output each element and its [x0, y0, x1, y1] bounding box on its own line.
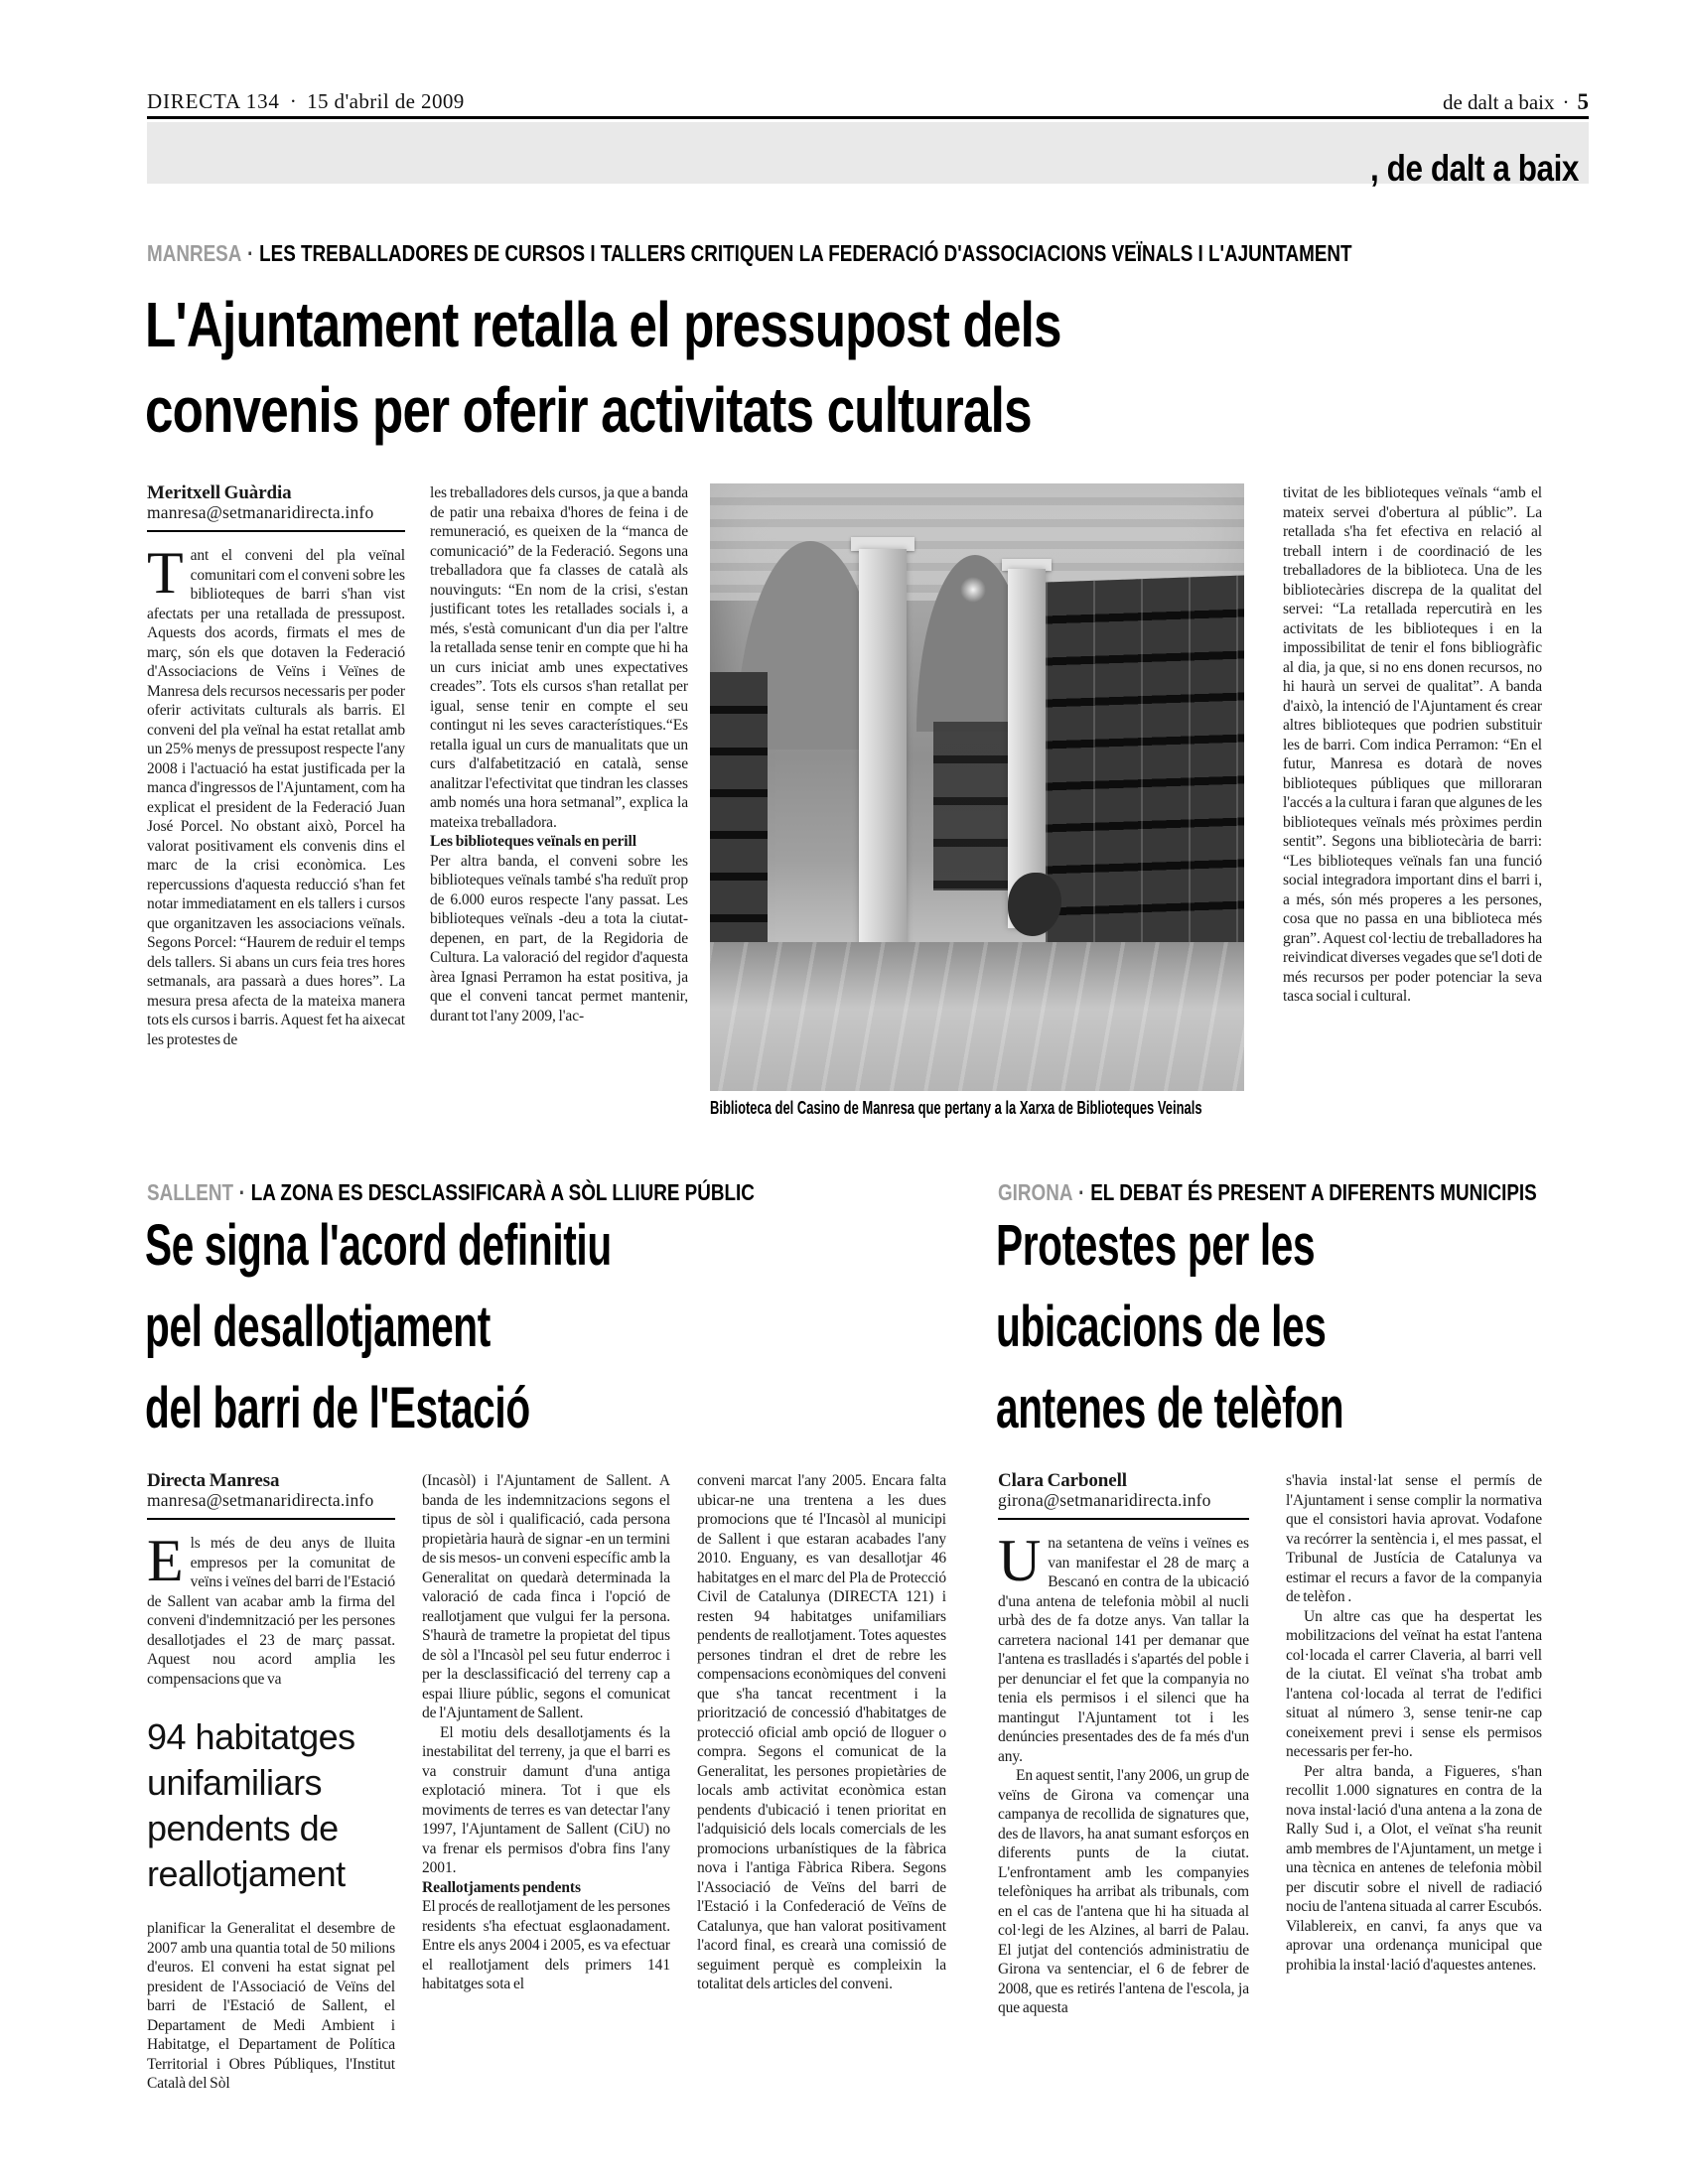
girona-byline-rule — [998, 1518, 1249, 1520]
sallent-kicker — [147, 1179, 755, 1206]
sallent-column-3 — [697, 1471, 946, 2126]
photo-lamp — [960, 577, 986, 603]
main-kicker-text: LES TREBALLADORES DE CURSOS I TALLERS CRITIQUEN LA FEDERACIÓ D'ASSOCIACIONS VEÏNALS I L'AJUNTAMENT — [259, 240, 1352, 266]
header-rule — [147, 116, 1589, 119]
sallent-kicker-separator: · — [238, 1179, 246, 1205]
girona-col1-paragraph-1 — [998, 1528, 1249, 1766]
sallent-dropcap: E — [147, 1528, 184, 1593]
girona-col1-paragraph-2: En aquest sentit, l'any 2006, un grup de veïns de Girona va començar una campanya de recollida de signatures que, des de llavors, ha anat sumant esforços en diferents punts de la ciutat. L'enfrontament amb les companyies telefòniques ha arribat als tribunals, com en el cas de l'antena que hi ha situada al col·legi de les Alzines, al barri de Palau. El jutjat del contenciós administratiu de Girona va sentenciar, el 6 de febrer de 2008, que es retirés l'antena de l'escola, ja que aquesta — [998, 1767, 1249, 2016]
sallent-headline-line3: del barri de l'Estació — [145, 1376, 530, 1440]
main-kicker-separator: · — [247, 240, 254, 266]
girona-column-2 — [1286, 1471, 1542, 2126]
section-banner: , de dalt a baix — [1370, 148, 1579, 189]
sallent-column-2 — [422, 1471, 670, 2126]
photo-column-left — [859, 549, 907, 978]
photo-caption: Biblioteca del Casino de Manresa que pertany a la Xarxa de Biblioteques Veinals — [710, 1098, 1202, 1118]
main-column-2 — [430, 483, 688, 1155]
girona-headline-line2: ubicacions de les — [996, 1295, 1327, 1359]
sallent-col1-paragraph-2: planificar la Generalitat el desembre de 2007 amb una quantia total de 50 milions d'euros. El conveni ha estat signat pel president de l'Associació de Veïns del barri de l'Estació de Sallent, el Departament de Medi Ambient i Habitatge, el Departament de Política Territorial i Obres Públiques, l'Institut Català del Sòl — [147, 1920, 395, 2092]
sallent-col2-paragraph-3: El procés de reallotjament de les persones residents s'ha efectuat esglaonadament. Entre els anys 2004 i 2005, es va efectuar el reallotjament dels primers 141 habitatges sota el — [422, 1898, 670, 1992]
main-byline-email: manresa@setmanaridirecta.info — [147, 501, 374, 522]
sallent-kicker-location: SALLENT — [147, 1179, 233, 1205]
sallent-column-1 — [147, 1471, 395, 2126]
girona-byline-email: girona@setmanaridirecta.info — [998, 1489, 1211, 1510]
main-byline-rule — [147, 530, 405, 532]
main-col2-paragraph-1: les treballadores dels cursos, ja que a banda de patir una rebaixa d'hores de feina i de remuneració, es queixen de la “manca de comunicació” de la Federació. Segons una treballadora que fa classes de català als nouvinguts: “En nom de la crisi, s'estan justificant totes les retallades socials i, a més, s'està comunicant d'un dia per l'altre la retallada sense tenir en compte que hi ha un curs iniciat amb unes expectatives creades”. Tots els cursos s'han retallat per igual, sense tenir en compte el seu contingut ni les seves característiques.“Es retalla igual un curs de manualitats que un curs d'alfabetització en català, sense analitzar l'efectivitat que tindran les classes amb només una hora setmanal”, explica la mateixa treballadora. — [430, 484, 688, 831]
sallent-col1-paragraph-1 — [147, 1528, 395, 1689]
page-number: 5 — [1577, 89, 1589, 114]
girona-dropcap: U — [998, 1528, 1042, 1593]
photo-bookshelf-middle — [933, 722, 1013, 890]
girona-kicker-location: GIRONA — [998, 1179, 1073, 1205]
sallent-col2-paragraph-1: (Incasòl) i l'Ajuntament de Sallent. A banda de les indemnitzacions segons el tipus de sòl i qualificació, cada persona propietària haurà de signar -en un termini de sis mesos- un conveni específic amb la Generalitat on quedarà determinada la valoració de cada finca i l'opció de reallotjament que vulgui fer la persona. S'haurà de trametre la propietat del tipus de sòl a l'Incasòl pel seu futur enderroc i per la desclassificació del terreny cap a espai lliure públic, segons el comunicat de l'Ajuntament de Sallent. — [422, 1472, 670, 1721]
main-headline-line2: convenis per oferir activitats culturals — [145, 374, 1032, 446]
main-kicker — [147, 240, 1352, 267]
sallent-headline — [145, 1205, 811, 1449]
sallent-col2-subhead: Reallotjaments pendents — [422, 1878, 581, 1896]
main-headline — [145, 282, 1290, 453]
girona-col2-paragraph-3: Per altra banda, a Figueres, s'han recollit 1.000 signatures en contra de la nova instal·lació d'una antena a la zona de Rally Sud i, a Olot, el veïnat s'ha reunit amb membres de l'Ajuntament, un metge i una tècnica en antenes de telefonia mòbil per discutir sobre el nivell de radiació nociu de l'antena situada al carrer Escubós. Vilablereix, en canvi, fa anys que va aprovar una ordenança municipal que prohibia la instal·lació d'aquestes antenes. — [1286, 1762, 1542, 1974]
main-byline-name: Meritxell Guàrdia — [147, 483, 292, 503]
girona-byline-name: Clara Carbonell — [998, 1471, 1127, 1491]
main-headline-line1: L'Ajuntament retalla el pressupost dels — [145, 289, 1061, 360]
sallent-pullquote: 94 habitatges unifamiliars pendents de reallotjament — [147, 1716, 355, 1894]
girona-kicker-text: EL DEBAT ÉS PRESENT A DIFERENTS MUNICIPIS — [1090, 1179, 1537, 1205]
sallent-col3-paragraph: conveni marcat l'any 2005. Encara falta ubicar-ne una trentena a les dues promocions que té l'Incasòl al municipi de Sallent i que estaran acabades l'any 2010. Enguany, es van desallotjar 46 habitatges en el marc del Pla de Protecció Civil de Catalunya (DIRECTA 121) i resten 94 habitatges unifamiliars pendents de reallotjament. Totes aquestes persones tindran el dret de rebre les compensacions econòmiques del conveni que s'ha tancat recentment i la priorització de concessió d'habitatges de protecció oficial amb opció de lloguer o compra. Segons el comunicat de la Generalitat, les persones propietàries de locals amb activitat econòmica estan pendents d'ubicació i tenen prioritat en l'adquisició dels locals comercials de les promocions urbanístiques de la fàbrica nova i l'antiga Fàbrica Ribera. Segons l'Associació de Veïns del barri de l'Estació i la Confederació de Veïns de Catalunya, que han valorat positivament l'acord final, es crearà una comissió de seguiment perquè es compleixin la totalitat dels articles del conveni. — [697, 1472, 946, 1992]
sallent-headline-line1: Se signa l'acord definitiu — [145, 1213, 612, 1278]
girona-headline — [996, 1205, 1492, 1449]
girona-col1-text: na setantena de veïns i veïnes es van manifestar el 28 de març a Bescanó en contra de la ubicació d'una antena de telefonia mòbil al nucli urbà des de fa dotze anys. Van tallar la carretera nacional 141 per demanar que l'antena es traslladés i s'apartés del poble i per denunciar el fet que la companyia no tenia els permisos i el silenci que ha mantingut l'Ajuntament tot i les denúncies presentades des de fa més d'un any. — [998, 1535, 1249, 1765]
girona-kicker — [998, 1179, 1537, 1206]
library-photo — [710, 483, 1244, 1091]
sallent-col1-text: ls més de deu anys de lluita empresos per la comunitat de veïns i veïnes del barri de l'Estació de Sallent van acabar amb la firma del conveni d'indemnització per les persones desallotjades el 23 de març passat. Aquest nou acord amplia les compensacions que va — [147, 1535, 395, 1688]
sallent-byline-email: manresa@setmanaridirecta.info — [147, 1489, 374, 1510]
main-col2-paragraph-2: Per altra banda, el conveni sobre les biblioteques veïnals també s'ha reduït prop de 6.000 euros respecte l'any passat. Les biblioteques veïnals -deu a tota la ciutat- depenen, en part, de la Regidoria de Cultura. La valoració del regidor d'aquesta àrea Ignasi Perramon ha estat positiva, ja que el conveni tancat permet mantenir, durant tot l'any 2009, l'ac- — [430, 852, 688, 1024]
girona-kicker-separator: · — [1078, 1179, 1085, 1205]
main-kicker-location: MANRESA — [147, 240, 242, 266]
girona-col2-paragraph-2: Un altre cas que ha despertat les mobilitzacions del veïnat ha estat l'antena col·locada el carrer Claveria, al barri vell de la ciutat. El veïnat s'ha trobat amb l'antena col·locada al terrat de l'edifici situat al número 3, sense tenir-ne cap coneixement previ i sense els permisos necessaris per fer-ho. — [1286, 1607, 1542, 1760]
girona-column-1 — [998, 1471, 1249, 2126]
main-col2-subhead: Les biblioteques veïnals en perill — [430, 833, 636, 850]
main-column-3 — [1283, 483, 1542, 1178]
sallent-headline-line2: pel desallotjament — [145, 1295, 491, 1359]
girona-headline-line1: Protestes per les — [996, 1213, 1316, 1278]
masthead-right — [1443, 89, 1589, 115]
main-column-1 — [147, 483, 405, 1155]
masthead-date: 15 d'abril de 2009 — [307, 89, 465, 113]
photo-floor-reflection — [710, 942, 1244, 1091]
main-col1-paragraph — [147, 540, 405, 1049]
masthead-page-separator: · — [1562, 90, 1570, 114]
masthead-left — [147, 89, 465, 114]
sallent-byline-rule — [147, 1518, 395, 1520]
sallent-kicker-text: LA ZONA ES DESCLASSIFICARÀ A SÒL LLIURE PÚBLIC — [250, 1179, 755, 1205]
sallent-byline-name: Directa Manresa — [147, 1471, 280, 1491]
photo-bookshelf-left — [710, 672, 768, 950]
girona-col2-paragraph-1: s'havia instal·lat sense el permís de l'Ajuntament i sense complir la normativa que el consistori havia aprovat. Vodafone va recórrer la sentència i, el mes passat, el Tribunal de Justícia de Catalunya va estimar el recurs a favor de la companyia de telèfon . — [1286, 1472, 1542, 1605]
main-col1-text: ant el conveni del pla veïnal comunitari com el conveni sobre les biblioteques de barri s'han vist afectats per una retallada de pressupost. Aquests dos acords, firmats el mes de març, són els que dotaven la Federació d'Associacions de Veïns i Veïnes de Manresa dels recursos necessaris per poder oferir activitats culturals als barris. El conveni del pla veïnal ha estat retallat amb un 25% menys de pressupost respecte l'any 2008 i l'actuació ha estat justificada per la manca d'ingressos de l'Ajuntament, com ha explicat el president de la Federació Juan José Porcel. No obstant això, Porcel ha valorat positivament els convenis dins el marc de la crisi econòmica. Les repercussions d'aquesta reducció s'han fet notar immediatament en els tallers i cursos que organitzaven les associacions veïnals. Segons Porcel: “Haurem de reduir el temps dels tallers. Si abans un curs feia tres hores setmanals, ara passarà a dues hores”. La mesura presa afecta de la mateixa manera tots els cursos i barris. Aquest fet ha aixecat les protestes de — [147, 547, 405, 1048]
masthead-section: de dalt a baix — [1442, 90, 1555, 114]
masthead-separator: · — [289, 89, 298, 113]
sallent-col2-paragraph-2: El motiu dels desallotjaments és la inestabilitat del terreny, ja que el barri es va construir damunt d'una antiga explotació minera. Tot i que els moviments de terres es van detectar l'any 1997, l'Ajuntament de Sallent (CiU) no va frenar els permisos d'obra fins l'any 2001. — [422, 1723, 670, 1876]
main-col3-paragraph: tivitat de les biblioteques veïnals “amb el mateix servei d'obertura al públic”. La retallada s'ha fet efectiva en relació al treball intern i de coordinació de les treballadores de la biblioteca. Una de les bibliotecàries discrepa de la qualitat del servei: “La retallada repercutirà en les activitats de les biblioteques i en la impossibilitat de tenir el fons bibliogràfic al dia, ja que, si no ens donen recursos, no hi haurà un servei de qualitat”. A banda d'això, la intenció de l'Ajuntament és crear altres biblioteques que podrien substituir les de barri. Com indica Perramon: “En el futur, Manresa es dotarà de noves biblioteques públiques que milloraran l'accés a la cultura i faran que algunes de les biblioteques veïnals més pròximes perdin sentit”. Segons una bibliotecària de barri: “Les biblioteques veïnals fan una funció social integradora important dins el barri i, a més, són més properes a les persones, cosa que no passa en una biblioteca més gran”. Aquest col·lectiu de treballadores ha reivindicat diverses vegades que se'l doti de més recursos per poder potenciar la seva tasca social i cultural. — [1283, 484, 1542, 1005]
section-band — [147, 122, 1589, 189]
main-dropcap: T — [147, 540, 184, 606]
masthead-issue: DIRECTA 134 — [147, 89, 280, 113]
girona-headline-line3: antenes de telèfon — [996, 1376, 1344, 1440]
